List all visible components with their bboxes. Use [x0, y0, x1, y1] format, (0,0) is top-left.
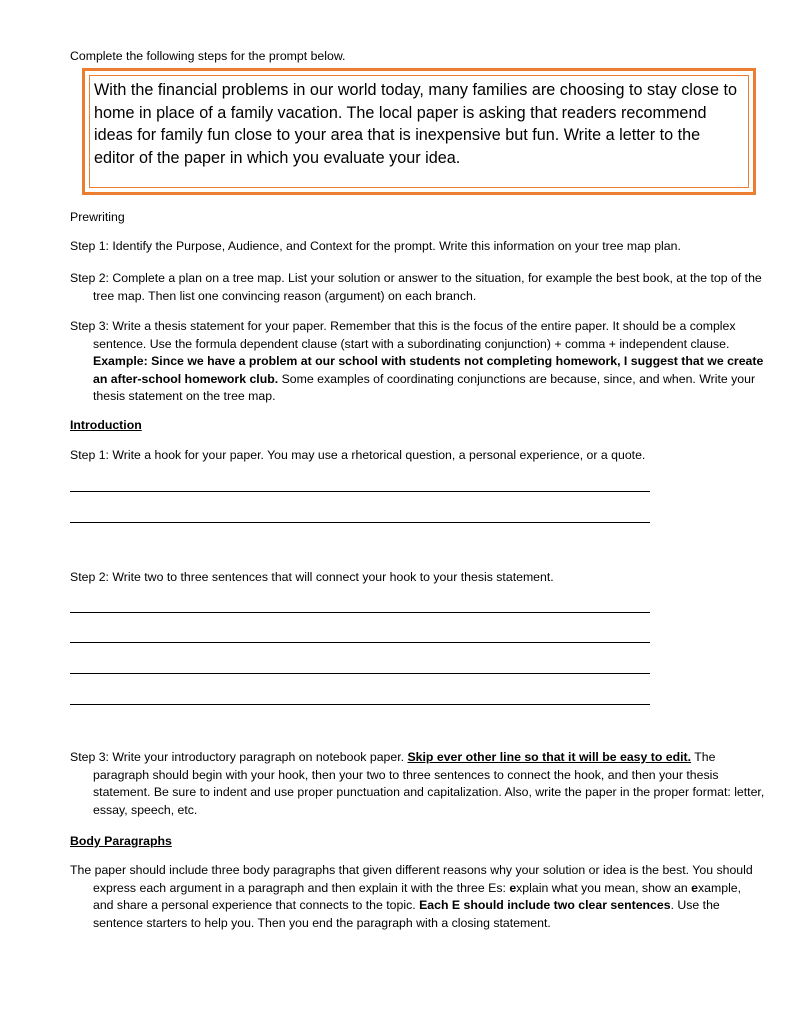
prewriting-step3-example: Example: Since we have a problem at our school with students not completing homework, I suggest that we create an after-school homework club. [93, 354, 764, 386]
body-e-example: e [691, 880, 698, 895]
body-text-c: xample, and share a personal experience that connects to the topic. [93, 880, 742, 913]
body-text-b: xplain what you mean, show an [516, 880, 692, 895]
prewriting-step3-text-a: Step 3: Write a thesis statement for your paper. Remember that this is the focus of the entire paper. It should be a complex sentence. Use the formula dependent clause (start with a subordinating conjunction) + comma + independent clause. [70, 319, 736, 351]
prewriting-heading: Prewriting [70, 210, 125, 224]
body-text-d: . Use the sentence starters to help you. Then you end the paragraph with a closing statement. [93, 898, 720, 930]
body-paragraphs-heading: Body Paragraphs [70, 834, 172, 848]
intro-line: Complete the following steps for the prompt below. [70, 49, 346, 63]
prewriting-step3-text-b: Some examples of coordinating conjunctions are because, since, and when. Write your thesis statement on the tree map. [93, 371, 756, 404]
introduction-step3-emphasis: Skip ever other line so that it will be easy to edit. [407, 750, 692, 764]
answer-line [70, 704, 650, 705]
answer-line [70, 642, 650, 643]
answer-line [70, 522, 650, 523]
prewriting-step3 [70, 318, 765, 406]
introduction-heading: Introduction [70, 418, 142, 432]
body-paragraphs-text [70, 862, 763, 932]
body-text-a: The paper should include three body paragraphs that given different reasons why your solution or idea is the best. You should express each argument in a paragraph and then explain it with the three Es: [70, 863, 753, 895]
prewriting-step2: Step 2: Complete a plan on a tree map. List your solution or answer to the situation, for example the best book, at the top of the tree map. Then list one convincing reason (argument) on each branch. [70, 271, 762, 303]
body-bold-requirement: Each E should include two clear sentences [419, 898, 671, 913]
introduction-step2: Step 2: Write two to three sentences that will connect your hook to your thesis statement. [70, 570, 554, 584]
prompt-box [82, 68, 756, 195]
answer-line [70, 491, 650, 492]
answer-line [70, 612, 650, 613]
introduction-step3 [70, 749, 768, 819]
introduction-step3-text-b: The paragraph should begin with your hook, then your two to three sentences to connect the hook, and then your thesis statement. Be sure to indent and use proper punctuation and capitalization. Also, write the paper in the proper format: letter, essay, speech, etc. [93, 750, 765, 817]
body-e-explain: e [509, 880, 517, 895]
introduction-step3-text-a: Step 3: Write your introductory paragraph on notebook paper. [70, 750, 408, 764]
prompt-text: With the financial problems in our world today, many families are choosing to stay close to home in place of a family vacation. The local paper is asking that readers recommend ideas for family fun close to your area that is inexpensive but fun. Write a letter to the editor of the paper in which you evaluate your idea. [94, 81, 738, 167]
introduction-step1: Step 1: Write a hook for your paper. You may use a rhetorical question, a personal experience, or a quote. [70, 448, 646, 462]
answer-line [70, 673, 650, 674]
prewriting-step1: Step 1: Identify the Purpose, Audience, and Context for the prompt. Write this information on your tree map plan. [70, 239, 681, 253]
